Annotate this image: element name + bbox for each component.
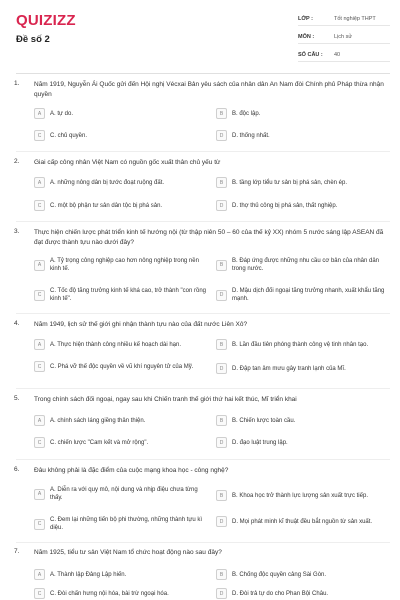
option-letter: A: [34, 339, 45, 350]
question-number: 5.: [14, 395, 20, 402]
question-number: 3.: [14, 228, 20, 235]
option-letter: C: [34, 437, 45, 448]
option-text: C. Phá vỡ thế độc quyền về vũ khí nguyên tử của Mỹ.: [50, 363, 194, 370]
option-letter: B: [216, 339, 227, 350]
option-d[interactable]: [216, 437, 388, 448]
option-letter: B: [216, 260, 227, 271]
option-text: B. Khoa học trở thành lực lượng sản xuất trực tiếp.: [232, 492, 368, 499]
meta-subject: [298, 30, 390, 44]
option-letter: A: [34, 108, 45, 119]
question-5: [0, 395, 400, 457]
option-letter: C: [34, 130, 45, 141]
meta-label: SỐ CÂU :: [298, 51, 323, 58]
option-b[interactable]: [216, 490, 388, 501]
question-separator: [16, 459, 390, 460]
question-number: 1.: [14, 80, 20, 87]
question-6: [0, 466, 400, 540]
option-c[interactable]: [34, 437, 210, 448]
option-text: C. chiến lược "Cam kết và mở rộng".: [50, 439, 149, 446]
meta-value: 40: [334, 51, 341, 58]
option-text: B. Lần đầu tiên phóng thành công vệ tinh nhân tạo.: [232, 341, 369, 348]
option-a[interactable]: [34, 177, 210, 188]
option-d[interactable]: [216, 287, 388, 303]
question-7: [0, 548, 400, 600]
option-letter: D: [216, 588, 227, 599]
question-separator: [16, 313, 390, 314]
question-separator: [16, 388, 390, 389]
quizizz-logo: QUIZIZZ: [16, 12, 76, 29]
option-letter: D: [216, 437, 227, 448]
option-text: C. Đòi chấn hưng nội hóa, bài trừ ngoại hóa.: [50, 590, 169, 597]
option-c[interactable]: [34, 588, 210, 599]
option-text: A. Thực hiện thành công nhiều kế hoạch dài hạn.: [50, 341, 182, 348]
option-text: B. tầng lớp tiểu tư sản bị phá sản, chèn ép.: [232, 179, 348, 186]
option-text: B. độc lập.: [232, 110, 261, 117]
question-separator: [16, 221, 390, 222]
option-letter: B: [216, 108, 227, 119]
option-letter: A: [34, 415, 45, 426]
option-text: A. Tỷ trọng công nghiệp cao hơn nông nghiệp trong nền kinh tế.: [50, 258, 199, 272]
option-a[interactable]: [34, 569, 210, 580]
option-text: C. chủ quyền.: [50, 132, 88, 139]
option-c[interactable]: [34, 130, 204, 141]
option-letter: A: [34, 260, 45, 271]
question-number: 2.: [14, 158, 20, 165]
option-c[interactable]: [34, 361, 210, 372]
page-header: [0, 0, 400, 64]
option-d[interactable]: [216, 588, 388, 599]
option-text: A. Diễn ra với quy mô, nội dung và nhịp điệu chưa từng thấy.: [50, 487, 198, 501]
question-number: 4.: [14, 320, 20, 327]
option-letter: C: [34, 290, 45, 301]
option-letter: C: [34, 361, 45, 372]
question-1: [0, 80, 400, 155]
option-d[interactable]: [216, 200, 388, 211]
option-letter: D: [216, 516, 227, 527]
exam-title: Đề số 2: [16, 34, 50, 45]
option-b[interactable]: [216, 569, 388, 580]
option-a[interactable]: [34, 486, 210, 502]
option-d[interactable]: [216, 130, 386, 141]
option-a[interactable]: [34, 339, 210, 350]
meta-label: LỚP :: [298, 15, 313, 22]
option-b[interactable]: [216, 108, 386, 119]
option-text: B. Đáp ứng được những nhu cầu cơ bản của nhân dân trong nước.: [232, 258, 380, 272]
header-divider: [16, 73, 390, 74]
question-text: Năm 1949, lịch sử thế giới ghi nhận thành tựu nào của đất nước Liên Xô?: [34, 321, 248, 328]
option-a[interactable]: [34, 108, 204, 119]
option-letter: A: [34, 489, 45, 500]
question-text: Trong chính sách đối ngoại, ngay sau khi Chiến tranh thế giới thứ hai kết thúc, Mĩ triển khai: [34, 396, 297, 403]
option-letter: C: [34, 519, 45, 530]
option-c[interactable]: [34, 516, 210, 532]
exam-meta: [298, 12, 390, 66]
question-text: Năm 1919, Nguyễn Ái Quốc gửi đến Hội nghị Vécxai Bản yêu sách của nhân dân An Nam đòi Chính phủ Pháp thừa nhận quyền: [34, 81, 384, 98]
option-text: D. Mọi phát minh kĩ thuật đều bắt nguồn từ sản xuất.: [232, 518, 373, 525]
meta-class: [298, 12, 390, 26]
option-text: D. thợ thủ công bị phá sản, thất nghiệp.: [232, 202, 338, 209]
option-letter: B: [216, 490, 227, 501]
option-text: A. những nông dân bị tước đoạt ruộng đất.: [50, 179, 165, 186]
question-separator: [16, 151, 390, 152]
option-letter: A: [34, 569, 45, 580]
option-letter: B: [216, 177, 227, 188]
option-text: D. Đập tan âm mưu gây tranh lạnh của Mĩ.: [232, 365, 346, 372]
option-text: B. Chiến lược toàn cầu.: [232, 417, 296, 424]
option-text: C. Tốc độ tăng trưởng kinh tế khá cao, trở thành "con rồng kinh tế".: [50, 288, 206, 302]
option-letter: B: [216, 415, 227, 426]
question-number: 7.: [14, 548, 20, 555]
option-letter: C: [34, 200, 45, 211]
option-d[interactable]: [216, 363, 388, 374]
option-text: D. đạo luật trung lập.: [232, 439, 288, 446]
option-c[interactable]: [34, 200, 210, 211]
option-letter: A: [34, 177, 45, 188]
question-3: [0, 228, 400, 313]
meta-label: MÔN :: [298, 33, 315, 40]
option-text: D. Đòi trả tự do cho Phan Bội Châu.: [232, 590, 329, 597]
option-letter: B: [216, 569, 227, 580]
option-d[interactable]: [216, 516, 388, 527]
question-text: Thực hiện chiến lược phát triển kinh tế hướng nội (từ thập niên 50 – 60 của thế kỷ XX) nhóm 5 nước sáng lập ASEAN đã đạt được thành tựu nào dưới đây?: [34, 229, 384, 246]
question-text: Năm 1925, tiểu tư sản Việt Nam tổ chức hoạt động nào sau đây?: [34, 549, 222, 556]
option-b[interactable]: [216, 257, 388, 273]
option-letter: D: [216, 363, 227, 374]
option-b[interactable]: [216, 415, 388, 426]
question-separator: [16, 542, 390, 543]
option-letter: D: [216, 130, 227, 141]
option-text: D. thống nhất.: [232, 132, 270, 139]
question-text: Đâu không phải là đặc điểm của cuộc mạng khoa học - công nghệ?: [34, 467, 229, 474]
question-2: [0, 158, 400, 220]
question-text: Giai cấp công nhân Việt Nam có nguồn gốc xuất thân chủ yếu từ: [34, 159, 221, 166]
option-letter: D: [216, 200, 227, 211]
option-text: C. một bộ phận tư sản dân tộc bị phá sản.: [50, 202, 163, 209]
meta-value: Lịch sử: [334, 33, 353, 40]
option-text: D. Mậu dịch đối ngoại tăng trưởng nhanh, xuất khẩu tăng mạnh.: [232, 288, 385, 302]
option-text: A. Thành lập Đảng Lập hiến.: [50, 571, 127, 578]
option-a[interactable]: [34, 257, 210, 273]
option-text: C. Đem lại những tiến bộ phi thường, những thành tựu kì diệu.: [50, 517, 203, 531]
option-letter: D: [216, 290, 227, 301]
option-b[interactable]: [216, 177, 388, 188]
option-text: A. tự do.: [50, 110, 74, 117]
meta-value: Tốt nghiệp THPT: [334, 15, 376, 22]
question-number: 6.: [14, 466, 20, 473]
meta-count: [298, 48, 390, 62]
option-a[interactable]: [34, 415, 210, 426]
option-b[interactable]: [216, 339, 392, 350]
option-text: A. chính sách láng giềng thân thiện.: [50, 417, 146, 424]
option-c[interactable]: [34, 287, 210, 303]
option-text: B. Chống độc quyền cảng Sài Gòn.: [232, 571, 327, 578]
question-4: [0, 320, 400, 382]
option-letter: C: [34, 588, 45, 599]
